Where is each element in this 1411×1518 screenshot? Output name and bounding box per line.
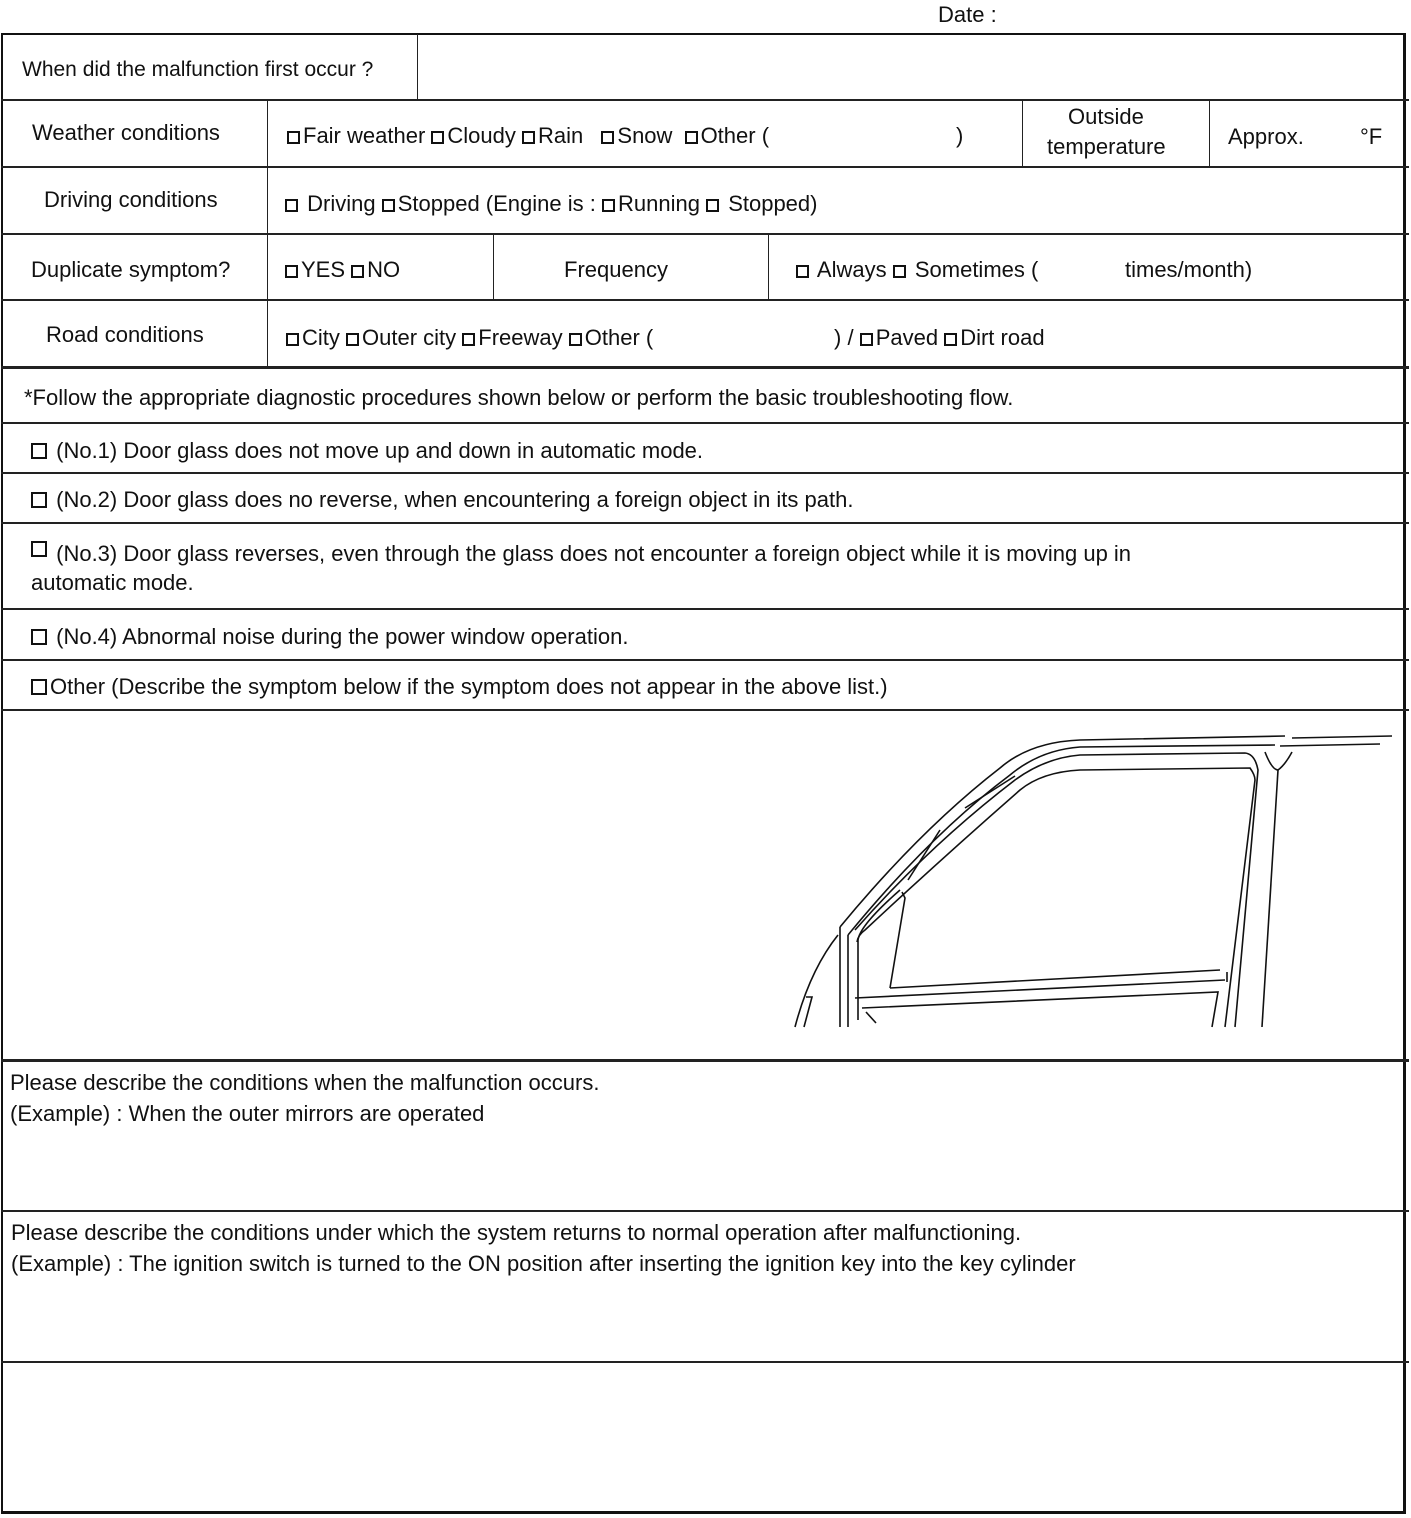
checkbox-icon (346, 333, 359, 346)
recovery-conditions-field[interactable] (3, 1280, 1406, 1359)
weather-cloudy-checkbox[interactable]: Cloudy (431, 123, 515, 148)
notes-field[interactable] (3, 1364, 1406, 1510)
road-city-checkbox[interactable]: City (286, 325, 340, 350)
checkbox-icon (796, 265, 809, 278)
checkbox-icon (351, 265, 364, 278)
symptom-1[interactable]: (No.1) Door glass does not move up and down in automatic mode. (31, 440, 703, 462)
checkbox-icon (569, 333, 582, 346)
date-label: Date : (938, 2, 997, 27)
checkbox-icon (601, 131, 614, 144)
checkbox-icon (31, 443, 47, 459)
checkbox-icon (285, 265, 298, 278)
symptom-4[interactable]: (No.4) Abnormal noise during the power window operation. (31, 626, 628, 648)
outside-temp-label-2: temperature (1047, 134, 1166, 159)
symptom-3[interactable]: (No.3) Door glass reverses, even through the glass does not encounter a foreign object while it is moving up in (31, 541, 1131, 565)
road-label: Road conditions (46, 322, 204, 347)
checkbox-icon (31, 629, 47, 645)
checkbox-icon (31, 679, 47, 695)
road-paved-checkbox[interactable]: Paved (860, 325, 938, 350)
engine-running-checkbox[interactable]: Running (602, 191, 700, 216)
driving-options (285, 193, 817, 215)
driving-checkbox[interactable]: Driving (285, 191, 376, 216)
frequency-options (796, 259, 1038, 281)
weather-rain-checkbox[interactable]: Rain (522, 123, 583, 148)
weather-options (287, 125, 769, 147)
divider (1, 366, 1409, 369)
road-surface-options: ) / Paved Dirt road (834, 325, 1045, 350)
road-options (286, 327, 653, 349)
first-occur-field[interactable] (420, 36, 1405, 98)
other-symptom-field[interactable] (3, 712, 783, 1058)
duplicate-options (285, 259, 400, 281)
weather-other-close: ) (956, 123, 964, 148)
engine-stopped-checkbox[interactable]: Stopped) (706, 191, 817, 216)
checkbox-icon (706, 199, 719, 212)
divider (1, 522, 1409, 524)
checkbox-icon (893, 265, 906, 278)
divider (1, 472, 1409, 474)
divider (1, 166, 1409, 168)
malfunction-conditions-prompt: Please describe the conditions when the malfunction occurs. (10, 1070, 600, 1095)
car-door-window-icon (780, 720, 1411, 1040)
road-outer-city-checkbox[interactable]: Outer city (346, 325, 456, 350)
road-freeway-checkbox[interactable]: Freeway (462, 325, 562, 350)
instruction-note: *Follow the appropriate diagnostic procedures shown below or perform the basic troubleshooting flow. (24, 385, 1014, 410)
divider (417, 34, 418, 100)
checkbox-icon (287, 131, 300, 144)
weather-label: Weather conditions (32, 120, 220, 145)
divider (1, 299, 1409, 301)
divider (1, 1361, 1409, 1363)
road-dirt-checkbox[interactable]: Dirt road (944, 325, 1044, 350)
checkbox-icon (522, 131, 535, 144)
symptom-2[interactable]: (No.2) Door glass does no reverse, when encountering a foreign object in its path. (31, 489, 853, 511)
checkbox-icon (431, 131, 444, 144)
checkbox-icon (944, 333, 957, 346)
checkbox-icon (31, 541, 47, 557)
divider (1022, 100, 1023, 167)
divider (1, 709, 1409, 711)
recovery-conditions-example: (Example) : The ignition switch is turned to the ON position after inserting the ignition key into the key cylinder (11, 1251, 1076, 1276)
duplicate-label: Duplicate symptom? (31, 257, 231, 282)
checkbox-icon (685, 131, 698, 144)
temp-unit: °F (1360, 124, 1383, 149)
symptom-3-cont: automatic mode. (31, 570, 194, 595)
malfunction-conditions-example: (Example) : When the outer mirrors are operated (10, 1101, 485, 1126)
checkbox-icon (31, 492, 47, 508)
duplicate-no-checkbox[interactable]: NO (351, 257, 400, 282)
divider (493, 234, 494, 300)
divider (1, 422, 1409, 424)
frequency-sometimes-checkbox[interactable]: Sometimes ( (893, 257, 1039, 282)
divider (1, 1210, 1409, 1212)
checkbox-icon (286, 333, 299, 346)
outside-temp-label: Outside (1068, 104, 1144, 129)
temp-approx-label: Approx. (1228, 124, 1304, 149)
checkbox-icon (382, 199, 395, 212)
first-occur-label: When did the malfunction first occur ? (22, 58, 374, 81)
divider (1209, 100, 1210, 167)
divider (1, 1059, 1409, 1062)
road-other-checkbox[interactable]: Other ( (569, 325, 653, 350)
malfunction-conditions-field[interactable] (3, 1130, 1406, 1208)
stopped-checkbox[interactable]: Stopped (Engine is : (382, 191, 596, 216)
divider (1, 608, 1409, 610)
divider (1, 99, 1409, 101)
checkbox-icon (602, 199, 615, 212)
weather-fair-checkbox[interactable]: Fair weather (287, 123, 425, 148)
divider (768, 234, 769, 300)
recovery-conditions-prompt: Please describe the conditions under which the system returns to normal operation after malfunctioning. (11, 1220, 1022, 1245)
divider (1, 233, 1409, 235)
divider (267, 100, 268, 367)
times-per-month: times/month) (1125, 257, 1253, 282)
weather-other-checkbox[interactable]: Other ( (685, 123, 769, 148)
duplicate-yes-checkbox[interactable]: YES (285, 257, 345, 282)
driving-label: Driving conditions (44, 187, 218, 212)
checkbox-icon (462, 333, 475, 346)
frequency-label: Frequency (564, 257, 668, 282)
frequency-always-checkbox[interactable]: Always (796, 257, 887, 282)
divider (1, 659, 1409, 661)
checkbox-icon (860, 333, 873, 346)
checkbox-icon (285, 199, 298, 212)
weather-snow-checkbox[interactable]: Snow (601, 123, 672, 148)
symptom-other[interactable]: Other (Describe the symptom below if the symptom does not appear in the above list.) (31, 676, 888, 698)
